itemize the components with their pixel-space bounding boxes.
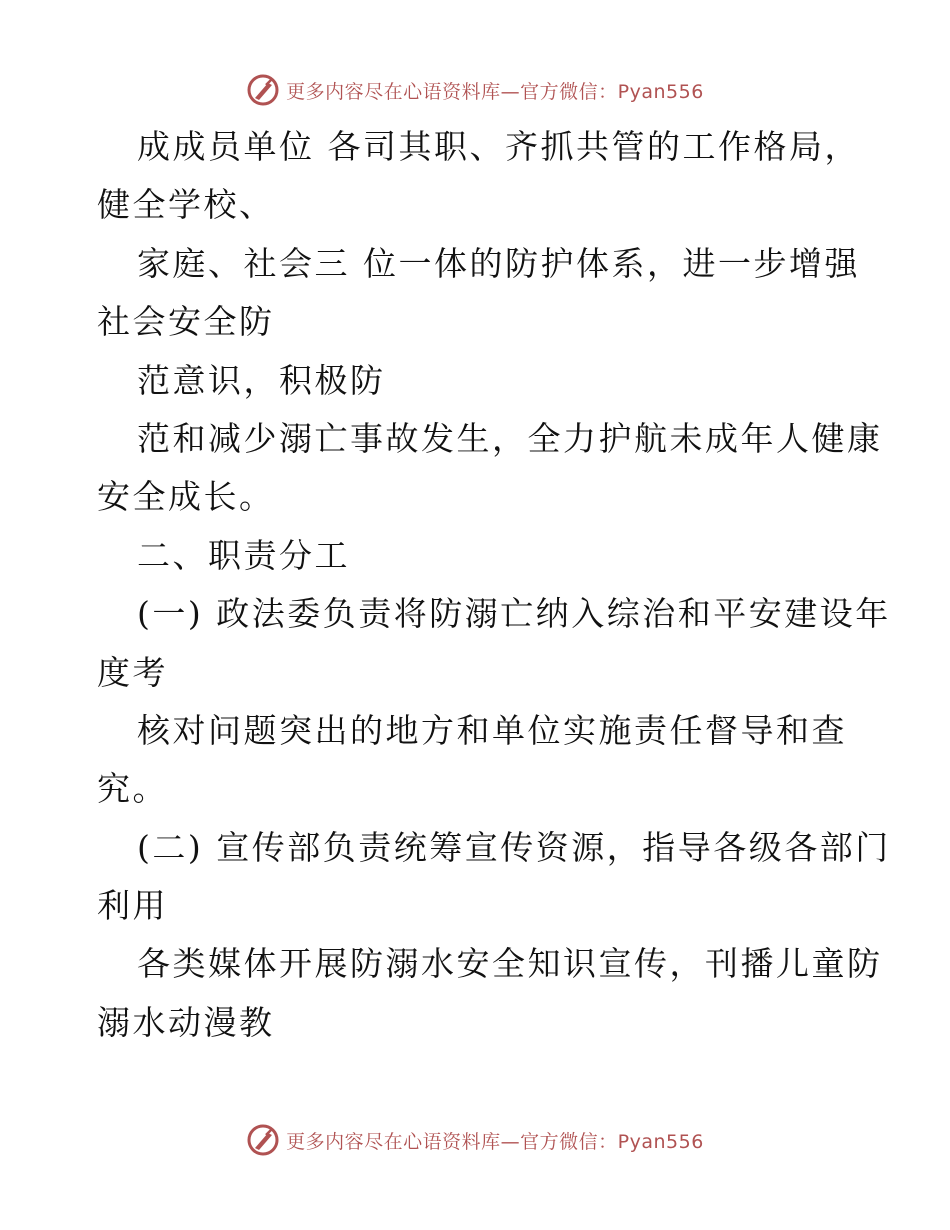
document-body <box>97 118 891 1052</box>
text-line: 范和减少溺亡事故发生，全力护航未成年人健康 <box>137 418 883 458</box>
text-line: 二、职责分工 <box>137 535 350 575</box>
text-line: 溺水动漫教 <box>97 1002 275 1042</box>
text-line: 成成员单位 各司其职、齐抓共管的工作格局， <box>137 127 860 166</box>
text-line: 利用 <box>97 886 168 926</box>
quill-logo-icon <box>246 1123 280 1157</box>
text-line: 度考 <box>97 652 168 692</box>
text-line: 各类媒体开展防溺水安全知识宣传，刊播儿童防 <box>137 944 883 984</box>
text-line: 究。 <box>97 769 168 809</box>
text-line: 范意识，积极防 <box>137 360 386 400</box>
footer-banner-text: 更多内容尽在心语资料库—官方微信：Pyan556 <box>286 1130 704 1153</box>
text-line: (二) 宣传部负责统筹宣传资源，指导各级各部门 <box>137 827 891 867</box>
quill-logo-icon <box>246 73 280 107</box>
text-line: 安全成长。 <box>97 477 275 517</box>
footer-banner <box>0 1120 950 1160</box>
text-line: 社会安全防 <box>97 302 275 342</box>
text-line: 家庭、社会三 位一体的防护体系，进一步增强 <box>137 243 860 283</box>
text-line: 核对问题突出的地方和单位实施责任督导和查 <box>137 710 847 750</box>
text-line: 健全学校、 <box>97 185 275 225</box>
header-banner-text: 更多内容尽在心语资料库—官方微信：Pyan556 <box>286 80 704 103</box>
text-line: (一) 政法委负责将防溺亡纳入综治和平安建设年 <box>137 594 891 634</box>
header-banner <box>0 70 950 110</box>
